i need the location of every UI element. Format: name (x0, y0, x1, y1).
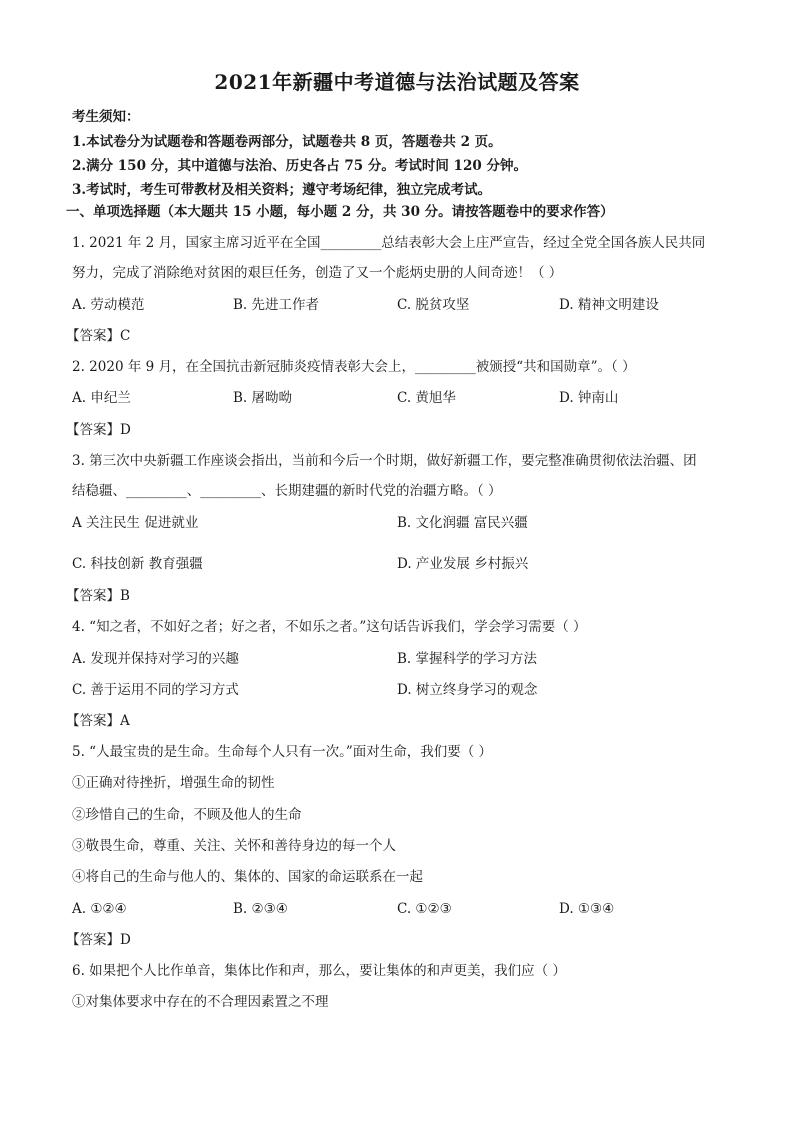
question-5-statement-4: ④将自己的生命与他人的、集体的、国家的命运联系在一起 (72, 869, 423, 885)
question-3-line-2: 结稳疆、_________、_________、长期建疆的新时代党的治疆方略。（ ） (72, 483, 502, 499)
question-6-line-1: 6. 如果把个人比作单音，集体比作和声，那么，要让集体的和声更美，我们应（ ） (72, 963, 566, 979)
question-3-line-1: 3. 第三次中央新疆工作座谈会指出，当前和今后一个时期，做好新疆工作，要完整准确贯彻依法治疆、团 (72, 453, 697, 469)
question-2-option-b: B. 屠呦呦 (233, 390, 293, 406)
question-1-option-b: B. 先进工作者 (233, 297, 320, 313)
question-4-line-1: 4. “知之者，不如好之者；好之者，不如乐之者。”这句话告诉我们，学会学习需要（ ） (72, 619, 587, 635)
question-2-option-c: C. 黄旭华 (397, 390, 456, 406)
question-1-option-d: D. 精神文明建设 (559, 297, 659, 313)
notice-item-1: 1.本试卷分为试题卷和答题卷两部分，试题卷共 8 页，答题卷共 2 页。 (72, 134, 502, 150)
question-5-statement-2: ②珍惜自己的生命，不顾及他人的生命 (72, 807, 302, 823)
question-1-option-c: C. 脱贫攻坚 (397, 297, 470, 313)
notice-heading: 考生须知： (72, 109, 140, 125)
question-1-option-a: A. 劳动模范 (72, 297, 145, 313)
question-5-option-a: A. ①②④ (72, 901, 127, 917)
question-5-option-b: B. ②③④ (233, 901, 288, 917)
question-5-option-d: D. ①③④ (559, 901, 615, 917)
question-4-option-d: D. 树立终身学习的观念 (397, 682, 538, 698)
notice-item-3: 3.考试时，考生可带教材及相关资料；遵守考场纪律，独立完成考试。 (72, 182, 492, 198)
question-5-statement-3: ③敬畏生命，尊重、关注、关怀和善待身边的每一个人 (72, 838, 396, 854)
question-1-line-2: 努力，完成了消除绝对贫困的艰巨任务，创造了又一个彪炳史册的人间奇迹！（ ） (72, 265, 563, 281)
question-2-answer: 【答案】D (66, 422, 131, 438)
question-3-option-a: A 关注民生 促进就业 (72, 515, 199, 531)
question-5-option-c: C. ①②③ (397, 901, 452, 917)
question-1-answer: 【答案】C (66, 328, 131, 344)
question-3-option-d: D. 产业发展 乡村振兴 (397, 556, 529, 572)
question-3-answer: 【答案】B (66, 588, 130, 604)
question-4-option-c: C. 善于运用不同的学习方式 (72, 682, 239, 698)
notice-item-2: 2.满分 150 分，其中道德与法治、历史各占 75 分。考试时间 120 分钟。 (72, 158, 527, 174)
question-2-line-1: 2. 2020 年 9 月，在全国抗击新冠肺炎疫情表彰大会上，_________被颁授“共和国勋章”。（ ） (72, 359, 636, 375)
question-2-option-d: D. 钟南山 (559, 390, 619, 406)
question-4-option-b: B. 掌握科学的学习方法 (397, 651, 538, 667)
question-4-option-a: A. 发现并保持对学习的兴趣 (72, 651, 239, 667)
question-5-answer: 【答案】D (66, 932, 131, 948)
question-1-line-1: 1. 2021 年 2 月，国家主席习近平在全国_________总结表彰大会上庄严宣告，经过全党全国各族人民共同 (72, 235, 706, 251)
question-5-statement-1: ①正确对待挫折，增强生命的韧性 (72, 775, 275, 791)
question-4-answer: 【答案】A (66, 713, 130, 729)
question-3-option-c: C. 科技创新 教育强疆 (72, 556, 203, 572)
question-2-option-a: A. 申纪兰 (72, 390, 131, 406)
question-6-statement-1: ①对集体要求中存在的不合理因素置之不理 (72, 994, 329, 1010)
page-title: 2021年新疆中考道德与法治试题及答案 (214, 70, 580, 94)
question-3-option-b: B. 文化润疆 富民兴疆 (397, 515, 528, 531)
question-5-line-1: 5. “人最宝贵的是生命。生命每个人只有一次。”面对生命，我们要（ ） (72, 744, 493, 760)
section-heading: 一、单项选择题（本大题共 15 小题，每小题 2 分，共 30 分。请按答题卷中的要求作答） (66, 204, 614, 220)
